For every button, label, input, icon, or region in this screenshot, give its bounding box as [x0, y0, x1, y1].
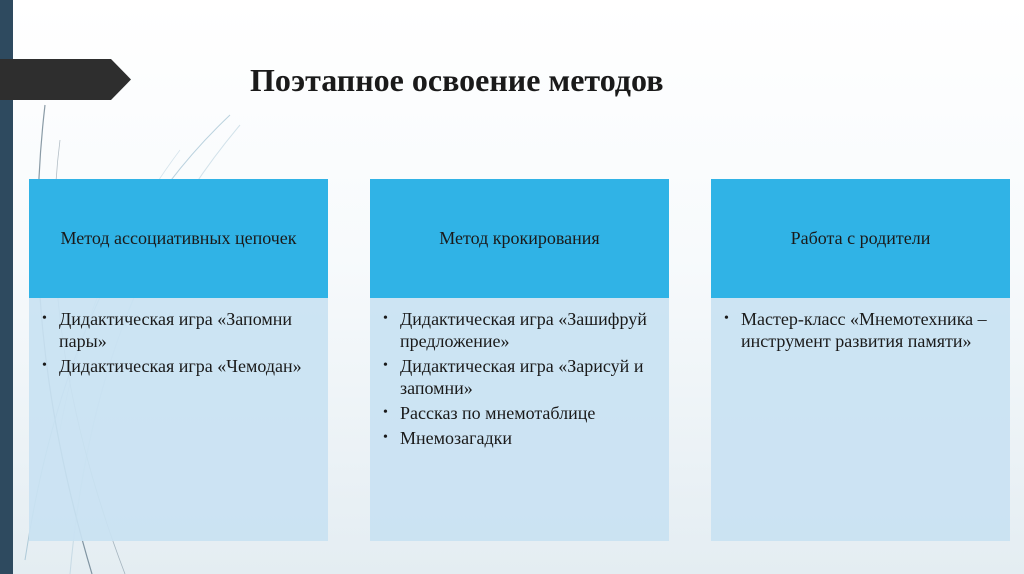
bullet-icon: •: [383, 405, 388, 420]
list-item-text: Дидактическая игра «Чемодан»: [59, 356, 302, 376]
list-item: [41, 355, 314, 377]
column-body: [711, 298, 1010, 541]
bullet-icon: •: [42, 311, 47, 326]
column-parents: [711, 179, 1010, 541]
bullet-icon: •: [383, 430, 388, 445]
list-item: [382, 355, 655, 399]
bullet-icon: •: [383, 358, 388, 373]
list-item: [723, 308, 996, 352]
bullet-icon: •: [724, 311, 729, 326]
column-body: [370, 298, 669, 541]
list-item: [41, 308, 314, 352]
list-item: [382, 308, 655, 352]
list-item-text: Дидактическая игра «Запомни пары»: [59, 309, 293, 351]
title-arrow-shape: [0, 59, 131, 100]
bullet-list: [41, 308, 314, 377]
bullet-list: [382, 308, 655, 449]
list-item-text: Мастер-класс «Мнемотехника – инструмент развития памяти»: [741, 309, 987, 351]
list-item-text: Дидактическая игра «Зарисуй и запомни»: [400, 356, 644, 398]
list-item-text: Дидактическая игра «Зашифруй предложение»: [400, 309, 647, 351]
column-header: Метод ассоциативных цепочек: [29, 179, 328, 298]
list-item: [382, 402, 655, 424]
list-item: [382, 427, 655, 449]
column-header: Работа с родители: [711, 179, 1010, 298]
bullet-list: [723, 308, 996, 352]
column-krokirovanie: [370, 179, 669, 541]
bullet-icon: •: [383, 311, 388, 326]
list-item-text: Рассказ по мнемотаблице: [400, 403, 596, 423]
column-body: [29, 298, 328, 541]
column-header: Метод крокирования: [370, 179, 669, 298]
list-item-text: Мнемозагадки: [400, 428, 513, 448]
bullet-icon: •: [42, 358, 47, 373]
slide-title: Поэтапное освоение методов: [250, 62, 664, 98]
column-associative-chains: [29, 179, 328, 541]
